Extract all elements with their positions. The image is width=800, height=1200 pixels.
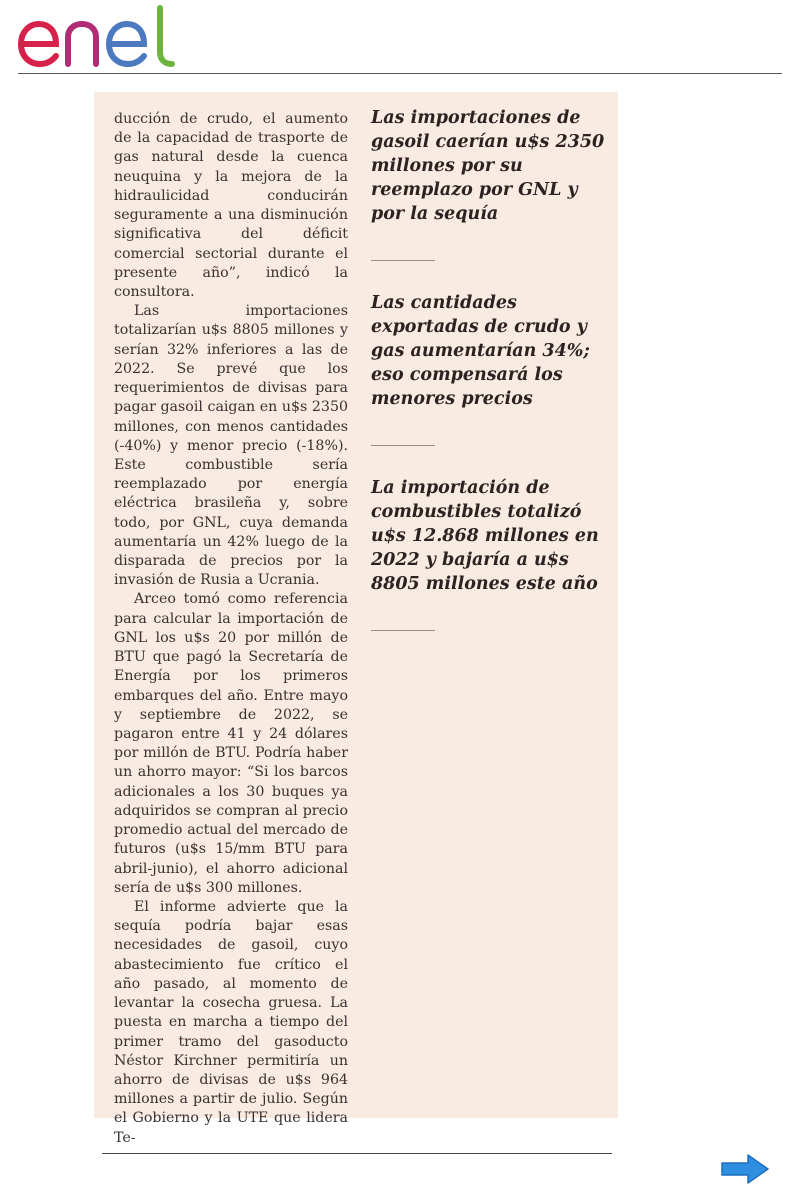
- pull-quote-divider: [371, 260, 435, 261]
- pull-quotes: [371, 106, 605, 661]
- article-paragraph: Las importaciones totalizarían u$s 8805 millones y serían 32% inferiores a las de 2022. Se prevé que los requerimientos de divisas para pagar gasoil caigan en u$s 2350 millones, con menos cantidades (-40%) y menor precio (-18%). Este combustible sería reemplazado por energía eléctrica brasileña y, sobre todo, por GNL, cuya demanda aumentaría un 42% luego de la disparada de precios por la invasión de Rusia a Ucrania.: [114, 303, 348, 589]
- header: [0, 0, 800, 80]
- pull-quote: Las cantidades exportadas de crudo y gas aumentarían 34%; eso compensará los menores precios: [371, 293, 590, 409]
- header-divider: [18, 73, 782, 74]
- footer-divider: [102, 1153, 612, 1154]
- news-clipping: [94, 92, 618, 1146]
- article-paragraph: Arceo tomó como referencia para calcular la importación de GNL los u$s 20 por millón de BTU que pagó la Secretaría de Energía por los primeros embarques del año. Entre mayo y septiembre de 2022, se pagaron entre 41 y 24 dólares por millón de BTU. Podría haber un ahorro mayor: “Si los barcos adicionales a los 30 buques ya adquiridos se compran al precio promedio actual del mercado de futuros (u$s 15/mm BTU para abril-junio), el ahorro adicional sería de u$s 300 millones.: [114, 591, 348, 896]
- article-body: [114, 110, 348, 1148]
- pull-quote-divider: [371, 630, 435, 631]
- arrow-right-icon[interactable]: [720, 1152, 770, 1186]
- pull-quote: Las importaciones de gasoil caerían u$s 2350 millones por su reemplazo por GNL y por la sequía: [371, 108, 605, 224]
- article-paragraph: El informe advierte que la sequía podría bajar esas necesidades de gasoil, cuyo abastecimiento fue crítico el año pasado, al momento de levantar la cosecha gruesa. La puesta en marcha a tiempo del primer tramo del gasoducto Néstor Kirchner permitiría un ahorro de divisas de u$s 964 millones a partir de julio. Según el Gobierno y la UTE que lidera Te-: [114, 898, 348, 1146]
- pull-quote: La importación de combustibles totalizó u$s 12.868 millones en 2022 y bajaría a u$s 8805 millones este año: [371, 478, 599, 594]
- enel-logo: [16, 4, 186, 68]
- pull-quote-divider: [371, 445, 435, 446]
- article-paragraph: ducción de crudo, el aumento de la capacidad de trasporte de gas natural desde la cuenca neuquina y la mejora de la hidraulicidad conducirán seguramente a una disminución significativa del déficit comercial sectorial durante el presente año”, indicó la consultora.: [114, 111, 348, 300]
